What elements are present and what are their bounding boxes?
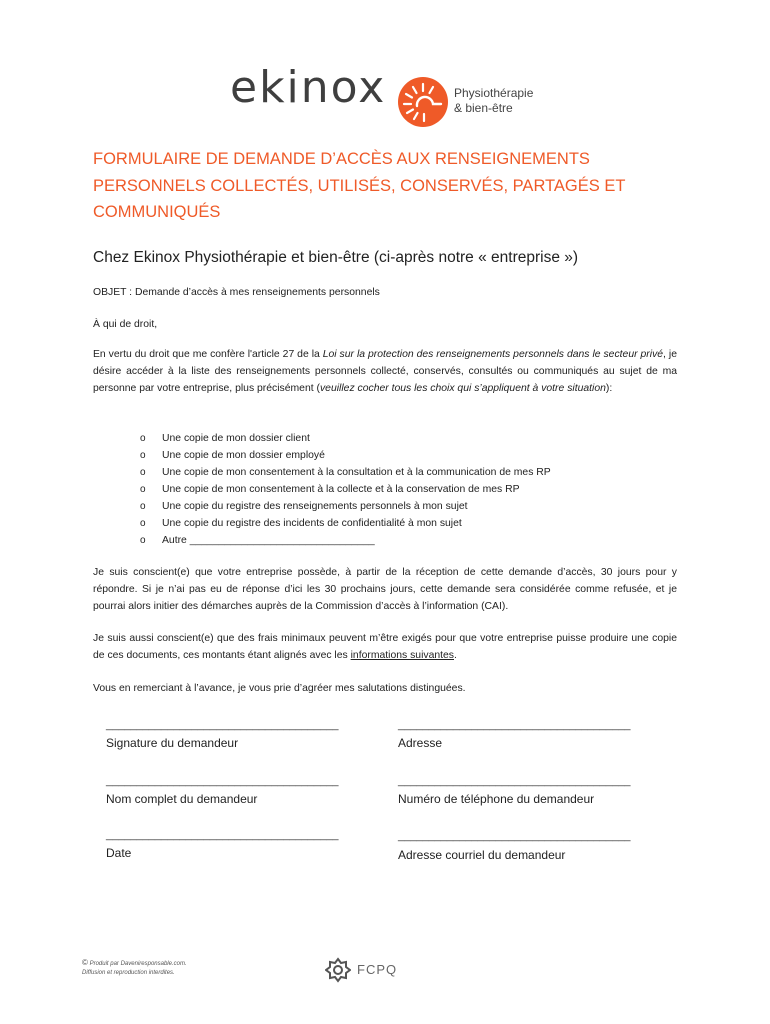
option-label: Une copie du registre des renseignements personnels à mon sujet [162, 501, 468, 512]
option-label: Une copie de mon consentement à la consultation et à la communication de mes RP [162, 467, 551, 478]
fees-paragraph [93, 630, 677, 664]
option-incident-register[interactable] [140, 515, 680, 532]
logo-tagline-line-2: & bien-être [454, 101, 513, 115]
option-label: Une copie du registre des incidents de confidentialité à mon sujet [162, 518, 462, 529]
form-title-line-2: PERSONNELS COLLECTÉS, UTILISÉS, CONSERVÉS, PARTAGÉS ET [93, 176, 626, 195]
logo-tagline-line-1: Physiothérapie [454, 86, 534, 100]
option-other[interactable] [140, 532, 680, 549]
option-rp-register[interactable] [140, 498, 680, 515]
instruction-text: veuillez cocher tous les choix qui s’appliquent à votre situation [319, 383, 606, 394]
email-field-line[interactable]: ______________________________________ [398, 830, 631, 842]
date-label: Date [106, 846, 132, 860]
option-label: Une copie de mon consentement à la collecte et à la conservation de mes RP [162, 484, 520, 495]
address-label: Adresse [398, 736, 443, 750]
law-name: Loi sur la protection des renseignements personnels dans le secteur privé [322, 349, 664, 360]
fees-info-link[interactable]: informations suivantes [350, 650, 454, 661]
full-name-field-line[interactable]: ______________________________________ [106, 775, 339, 787]
footer-rights: Diffusion et reproduction interdites. [82, 970, 175, 976]
checkbox-bullet[interactable]: o [140, 467, 146, 478]
fcpq-gear-logo-icon [325, 957, 351, 983]
phone-field-line[interactable]: ______________________________________ [398, 775, 631, 787]
email-label: Adresse courriel du demandeur [398, 848, 566, 862]
fees-text: Je suis aussi conscient(e) que des frais minimaux peuvent m’être exigés pour que votre entreprise puisse produire une copie de ces documents, ces montants étant alignés avec les [93, 633, 677, 661]
checkbox-bullet[interactable]: o [140, 433, 146, 444]
form-title-line-3: COMMUNIQUÉS [93, 203, 221, 221]
option-consent-consultation[interactable] [140, 464, 680, 481]
option-label: Une copie de mon dossier client [162, 433, 310, 444]
intro-text-3: ): [605, 383, 613, 394]
intro-paragraph [93, 346, 677, 397]
date-field-line[interactable]: ______________________________________ [106, 829, 339, 841]
form-title-line-1: FORMULAIRE DE DEMANDE D’ACCÈS AUX RENSEIGNEMENTS [93, 150, 590, 168]
checkbox-bullet[interactable]: o [140, 450, 146, 461]
fcpq-logo-text: FCPQ [357, 962, 398, 977]
option-consent-collection[interactable] [140, 481, 680, 498]
intro-text-2: , je désire accéder à la liste des renseignements personnels collecté, conservés, consultés ou communiqués au sujet de ma personne par votre entreprise, plus précisément ( [93, 349, 677, 394]
option-client-file[interactable] [140, 430, 680, 447]
fees-text-end: . [454, 650, 457, 661]
company-subtitle: Chez Ekinox Physiothérapie et bien-être (ci-après notre « entreprise ») [93, 249, 579, 266]
greeting: À qui de droit, [93, 319, 158, 330]
intro-text-1: En vertu du droit que me confère l'article 27 de la [93, 349, 323, 360]
phone-label: Numéro de téléphone du demandeur [398, 792, 595, 806]
checkbox-bullet[interactable]: o [140, 501, 146, 512]
request-options-list [140, 430, 680, 549]
signature-label: Signature du demandeur [106, 736, 239, 750]
ekinox-sun-logo-icon [397, 76, 449, 128]
option-other-label[interactable]: Autre ________________________________ [162, 535, 375, 546]
full-name-label: Nom complet du demandeur [106, 792, 258, 806]
footer-copyright [82, 958, 187, 978]
delay-paragraph: Je suis conscient(e) que votre entreprise possède, à partir de la réception de cette demande d’accès, 30 jours pour y répondre. Si je n’ai pas eu de réponse d’ici les 30 prochains jours, cette demande sera considérée comme refusée, et je pourrai alors initier des démarches auprès de la Commission d’accès à l’information (CAI). [93, 567, 677, 612]
copyright-icon: © [82, 958, 88, 967]
address-field-line[interactable]: ______________________________________ [398, 719, 631, 731]
option-employee-file[interactable] [140, 447, 680, 464]
object-line: OBJET : Demande d’accès à mes renseignements personnels [93, 287, 380, 298]
closing-line: Vous en remerciant à l’avance, je vous prie d’agréer mes salutations distinguées. [93, 683, 466, 694]
option-label: Une copie de mon dossier employé [162, 450, 325, 461]
ekinox-logo-wordmark: ekinox [230, 62, 387, 113]
signature-field-line[interactable]: ______________________________________ [106, 719, 339, 731]
form-title [93, 146, 663, 226]
checkbox-bullet[interactable]: o [140, 484, 146, 495]
footer-produced-by: © Produit par Daveniresponsable.com. [82, 958, 187, 967]
logo-tagline [454, 86, 533, 116]
checkbox-bullet[interactable]: o [140, 518, 146, 529]
checkbox-bullet[interactable]: o [140, 535, 146, 546]
